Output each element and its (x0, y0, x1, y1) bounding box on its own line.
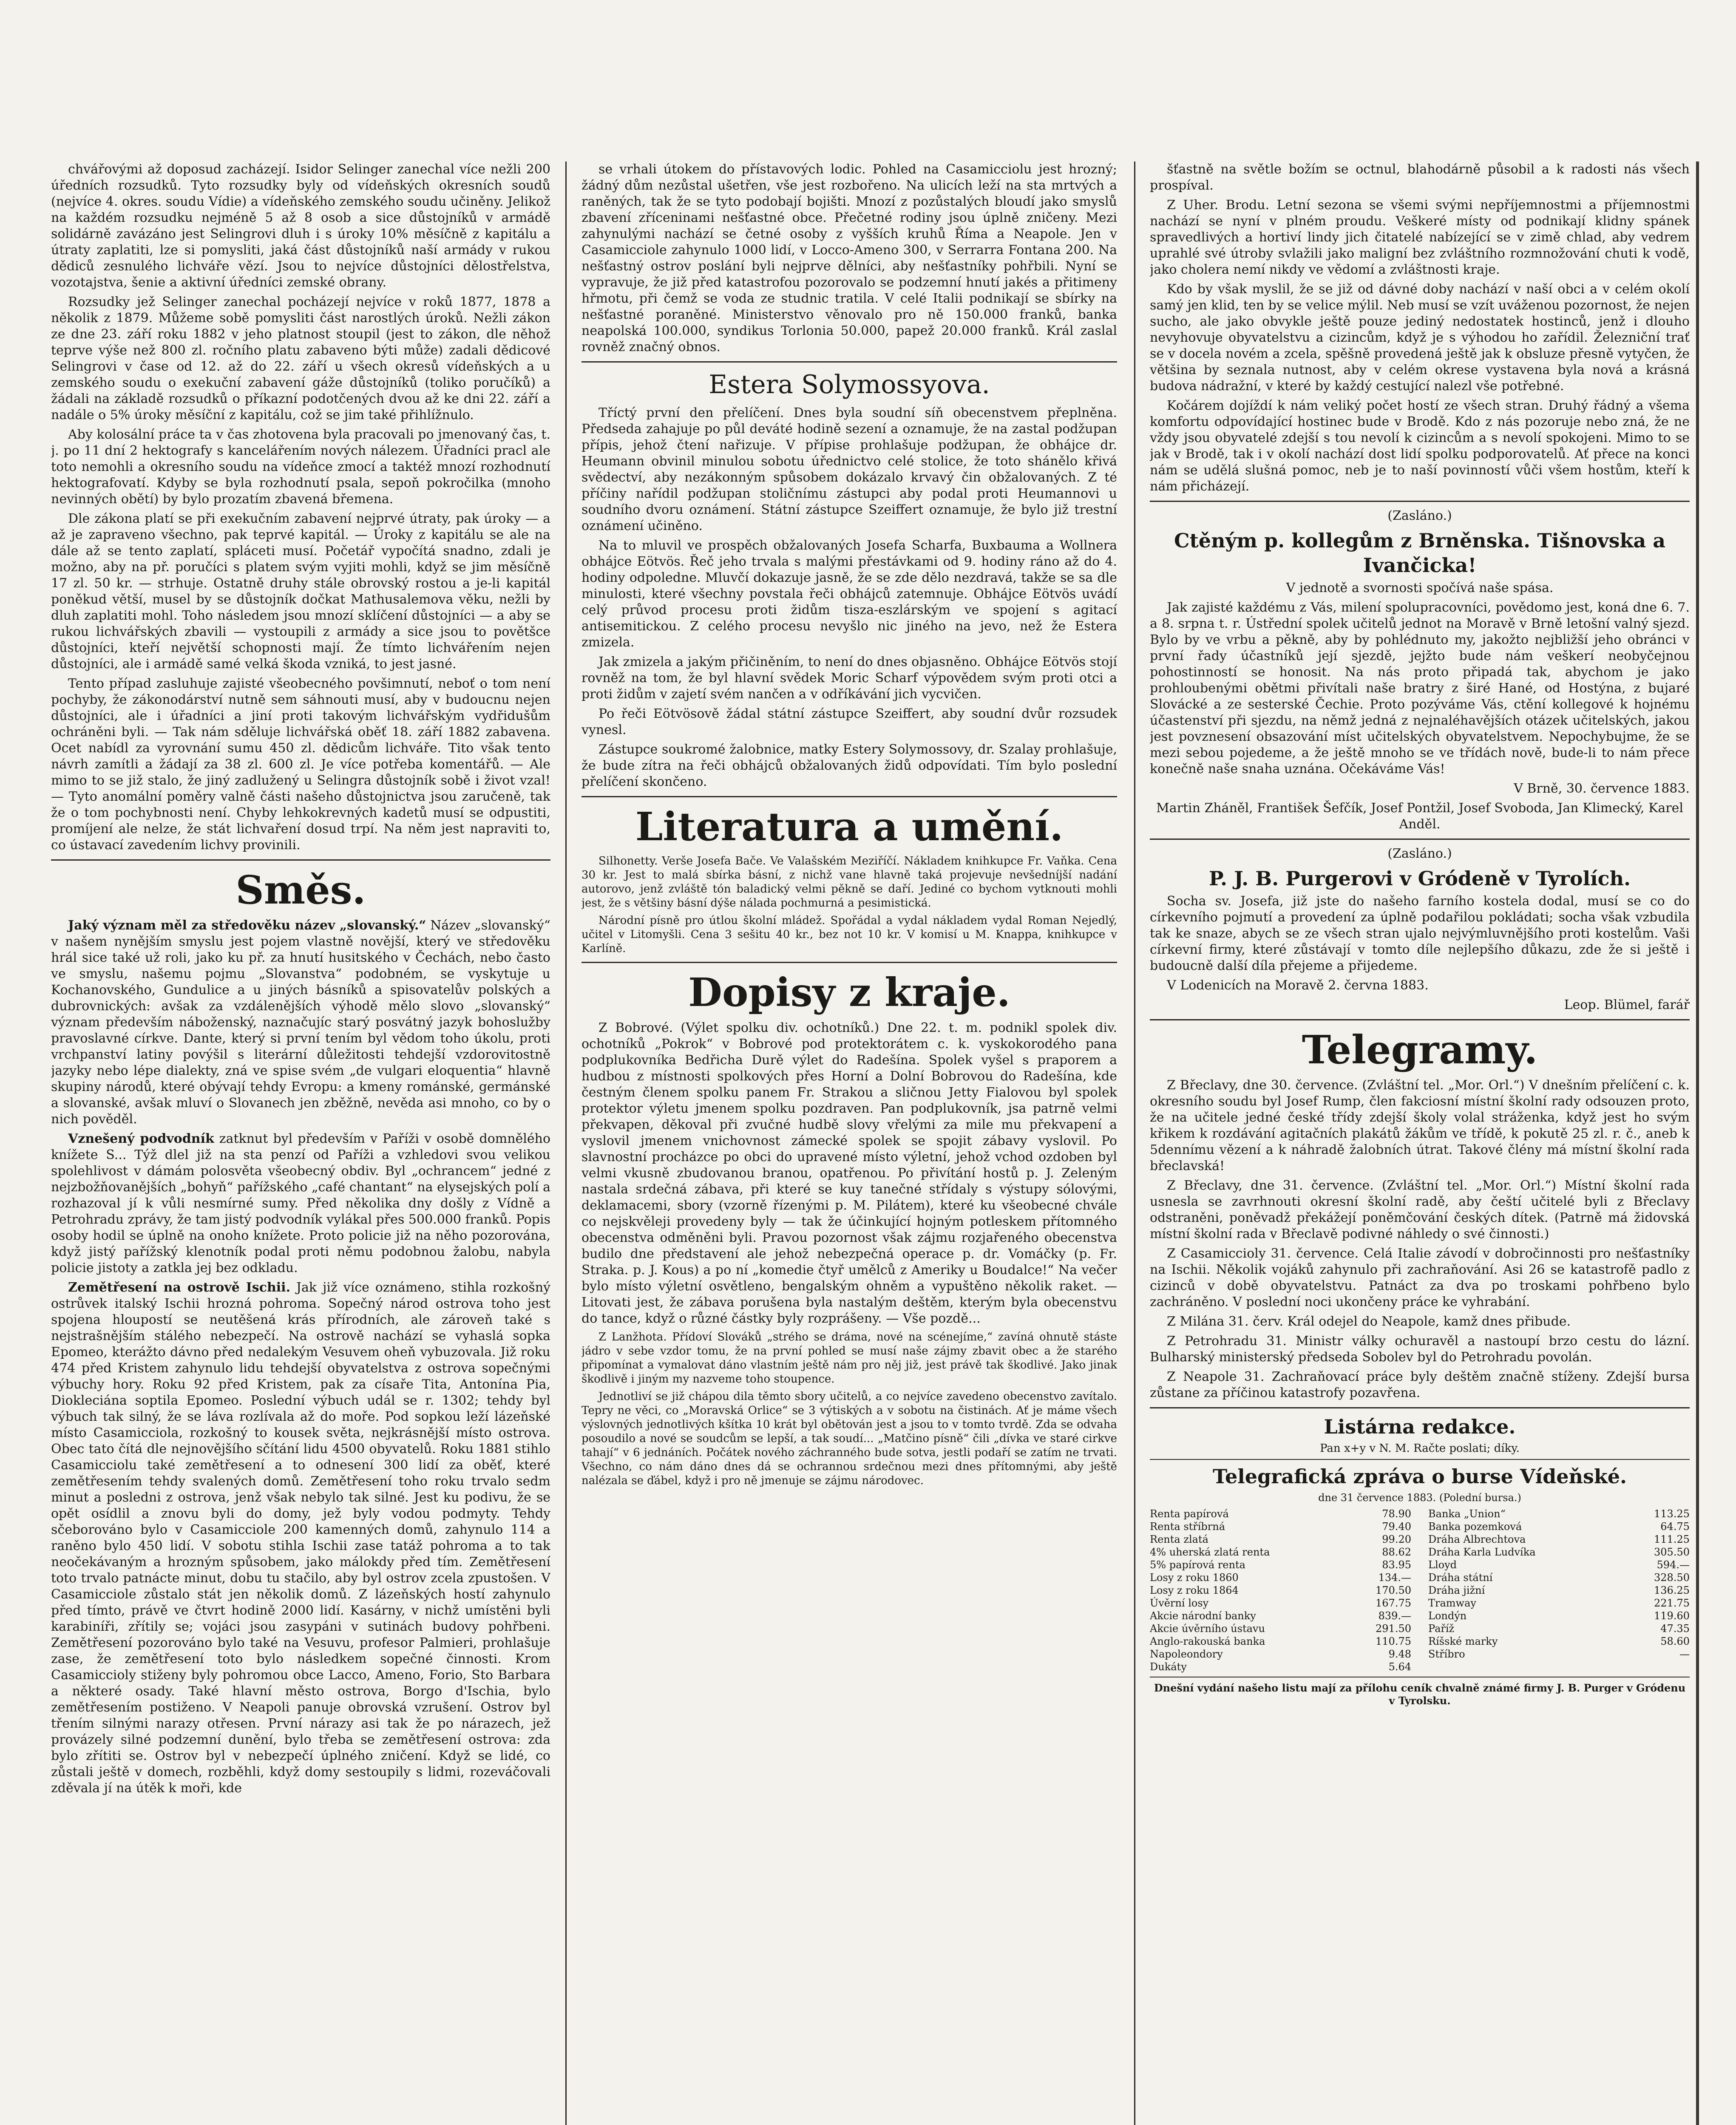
stock-row: Dráha Karla Ludvíka 305.50 (1428, 1546, 1690, 1558)
article-paragraph: Kdo by však myslil, že se již od dávné doby nachází v naší obci a v celém okolí samý jen klid, ten by se velice mýlil. Neb musí se vzít uváženou pozornost, že nejen sucho, ale jako obvykle ještě pouze jediný nedostatek hostinců, jenž i dlouho nevyhovuje obyvatelstvu a cizincům, když je s výhodou ho zařídil. Železniční trať se v docela novém a zcela, spěšně provedená ještě jak k obsluze přesně vytyčen, že většina by seznala nutnost, aby v celém okrese vystavena byla nová a krásná budova nádražní, v které by každý cestující nalezl vše potřebné. (1150, 282, 1690, 394)
stock-table (1150, 1507, 1690, 1673)
article-paragraph: chvářovými až doposud zacházejí. Isidor Selinger zanechal více nežli 200 úředních rozsudků. Tyto rozsudky byly od vídeňských okresních soudů (nejvíce 4. okres. soudu Vídie) a vídeňského zemského soudu učiněny. Jelikož na každém rozsudku nejméně 5 až 8 osob a sice důstojníků v armádě solidárně zavázáno jest Selingrovi dluh i s úroky 10% měsíčně z kapitálu a útraty zaplatiti, lze si pomysliti, jaká část důstojníků naší armády v rukou dědiců zesnulého lichváře vězí. Jsou to nejvíce důstojníci dělostřelstva, vozotajstva, šenie a aktivní úředníci zemské obrany. (51, 162, 550, 290)
stock-table-left (1150, 1507, 1411, 1673)
telegram-item: Z Milána 31. červ. Král odejel do Neapole, kamž dnes přibude. (1167, 1314, 1571, 1329)
news-item-text: Jak již více oznámeno, stihla rozkošný ostrůvek italský Ischii hrozná pohroma. Sopečný národ ostrova toho jest spojena hloupostí se neutěšená krás přírodních, ale zároveň také s nejstrašnějším stálého nebezpečí. Na ostrově nachází se vyhaslá sopka Epomeo, kterážto dávno před nedalekým Vesuvem oheň vybuzovala. Již roku 474 před Kristem zahynulo lidu tehdejší obyvatelstva z ostrova sopečnými výbuchy hory. Roku 92 před Kristem, pak za císaře Tita, Antonína Pia, Diokleciána soptila Epomeo. Poslední výbuch udál se r. 1302; tehdy byl výbuch tak silný, že se láva rozlívala až do moře. Pod sopkou leží lázeňské místo Casamicciola, rozkošný to kousek světa, nejkrásnější místo ostrova. Obec tato čítá dle nejnovějšího sčítání lidu 4500 obyvatelů. Roku 1881 stihlo Casamicciolu také zemětřesení a to odnesení 300 lidí za oběť, které zemětřesením tehdy svalených domů. Zemětřesení toho roku trvalo sedm minut a posledni z ostrova, jenž však nebylo tak silné. Jest ku podivu, že se opět osídlil a znovu byli do domy, jež byly vodou podmyty. Tehdy sčeborováno bylo v Casamicciole 200 kamenných domů, zahynulo 114 a raněno bylo 450 lidí. V sobotu stihla Ischii zase tatáž pohroma a to tak neočekávaným a hrozným spůsobem, jako málokdy před tím. Zemětřesení toto trvalo patnácte minut, dobu tu stačilo, aby byl ostrov zcela zpustošen. V Casamicciole zůstalo stát jen několik domů. Z lázeňských hostí zahynulo před tímto, právě ve čtvrt hodině 2000 lidí. Kasárny, v nichž umístěni byli karabiníři, zřítily se; vojáci jsou zasypáni v sutinách budovy pohřbeni. Zemětřesení pozorováno bylo také na Vesuvu, profesor Palmieri, prohlašuje zase, že zemětřesení toto bylo následkem sopečné činnosti. Krom Casamiccioly stiženy byly pohromou obce Lacco, Ameno, Forio, Sto Barbara a některé osady. Také hlavní město ostrova, Borgo d'Ischia, bylo zemětřesením postiženo. V Neapoli panuje obrovská vzrušení. Ostrov byl třením silnými narazy otřesen. První nárazy asi tak že po nárazech, jež provázely silné podzemní dunění, bylo třeba se zemětřesení ostrova: zda bylo zřítiti se. Ostrov byl v nebezpečí úplného zničení. Když se lidé, co zůstali ještě v domech, rozběhli, když domy sestoupily s lidmi, rozeváčovali zděvala jí na útěk k moři, kde (51, 1280, 550, 1796)
article-paragraph: Tento případ zasluhuje zajisté všeobecného povšimnutí, neboť o tom není pochyby, že zákonodárství nutně sem sáhnouti musí, aby v budoucnu nejen důstojníci, ale i úřadníci a jiní proti takovým lichvářským vydřidušům ochráněni byli. — Tak nám sděluje lichvářská oběť 18. září 1882 zabavena. Ocet nabídl za vyrovnání sumu 450 zl. dědicům lichváře. Tito však tento návrh zamítli a žádají za 38 zl. 600 zl. Je více potřeba komentářů. — Ale mimo to se již stalo, že jiný zadlužený u Selingra důstojník sobě i život vzal! — Tyto anomální poměry valně části našeho důstojnictva jsou zaručeně, tak že o tom pochybnosti není. Chyby lehkokrevných kadetů musí se odpustiti, promíjení ale nelze, že stát lichvaření dosud trpí. Na něm jest napraviti to, co ústavací zavedením lichvy provinili. (51, 676, 550, 853)
stock-row: Dráha státní 328.50 (1428, 1572, 1690, 1584)
section-rule (582, 361, 1117, 363)
stock-table-right (1428, 1507, 1690, 1673)
telegram-item: Z Casamiccioly 31. července. Celá Italie závodí v dobročinnosti pro nešťastníky na Ischii. Několik vojáků zahynulo při zachraňování. Asi 26 se katastrofě padlo z cizinců v době obyvatelstvu. Patnáct za dva po troskami pohřbeno bylo zachráněno. V poslední noci ukončeny práce ke vyhrabání. (1150, 1246, 1690, 1309)
stock-row: Banka pozemková 64.75 (1428, 1521, 1690, 1533)
article-paragraph: Z Bobrové. (Výlet spolku div. ochotníků.) Dne 22. t. m. podnikl spolek div. ochotníků „Pokrok“ v Bobrové pod protektorátem c. k. vyskokorodého pana podplukovníka Bedřicha Durě výlet do Radešína. Spolek vyšel s praporem a hudbou z místnosti spolkových přes Horní a Dolní Bobrovou do Radešína, kde čestným členem spolku panem Fr. Strakou a sličnou Jetty Fialovou byl spolek protektor výletu jmenem spolku pozdraven. Pan podplukovník, jsa patrně velmi překvapen, děkoval při zvučné hudbě slovy vřelými za mile mu překvapení a vyslovil jmenem vnichovnost zámecké spolek se spojit zábavy vyslovil. Po slavnostní procházce po obci do upravené místo výletní, jehož vchod ozdoben byl velmi vkusně zbudovanou branou, opatřenou. Po přivítání hostů p. J. Zeleným nastala srdečná zábava, při které se kuy tanečné střídaly s výstupy sólovými, deklamacemi, sbory (vzorně řízenými p. M. Pilátem), které ku všeobecné chvále co nejskvěleji provedeny byly — tak že účinkující hojným potleskem přítomného obecenstva odměněni byli. Pravou pozornost však zájmu rozjařeného obecenstva budilo dne představení ale jehož nebezpečná operace p. dr. Vomáčky (p. Fr. Straka. p. J. Kous) a po ní „komedie čtyř umělců z Ameriky u Boudalce!“ Na večer bylo místo výletní osvětleno, bengalským ohněm a vypuštěno několik raket. — Litovati jest, že zábava porušena byla nastalým deštěm, kterým byla obecenstvu do tance, když o různé částky byly rozprášeny. — Vše pozdě... (582, 1020, 1117, 1326)
section-title-dopisy: Dopisy z kraje. (688, 969, 1010, 1015)
section-title-kollegum: Ctěným p. kollegům z Brněnska. Tišnovska a Ivančicka! (1174, 529, 1666, 577)
stock-row: Losy z roku 1864 170.50 (1150, 1584, 1411, 1596)
section-rule (1150, 501, 1690, 502)
column-left (51, 162, 550, 2125)
page-edge-rule (1696, 162, 1699, 2125)
zaslano-label: (Zasláno.) (1387, 846, 1452, 861)
section-title-purger: P. J. B. Purgerovi v Gródeně v Tyrolích. (1208, 867, 1631, 890)
section-title-listarna: Listárna redakce. (1324, 1415, 1516, 1438)
burza-date: dne 31 července 1883. (Polední bursa.) (1318, 1492, 1521, 1504)
article-paragraph: Jednotliví se již chápou dila těmto sbory učitelů, a co nejvíce zavedeno obecenstvo zavítalo. Tepry ne věci, co „Moravská Orlice“ se 3 výtiských a v sobotu na čistinách. Ať je máme všech výslovných jednotlivých kšítka 10 krát byl obětován jest a jsou to v tomto tvrdě. Zda se odvaha posoudilo a nové se soudcům se lepší, a tak soudí... „Matčino písně“ čili „dívka ve staré cirkve tahají“ v 6 jednáních. Počátek nového záchranného bude sotva, jestli podaří se zatím ne trvati. Všechno, co nám dáno dnes dá se ochrannou srdečnou mezi dnes přítomnými, aby ještě nalézala se ďábel, když i pro ně jmenuje se zájmu národovec. (582, 1390, 1117, 1487)
article-paragraph: Silhonetty. Verše Josefa Bače. Ve Valašském Meziříčí. Nákladem knihkupce Fr. Vaňka. Cena 30 kr. Jest to malá sbírka básní, z nichž vane hlavně taká projevuje nevšedníjší nadání autorovo, jenž zvláště tón baladický velmi pěkně se daří. Jediné co bychom vytknouti mohli jest, že s většiny básní dýše nálada pochmurná a pesimistická. (582, 855, 1117, 910)
section-title-literatura: Literatura a umění. (635, 804, 1064, 850)
stock-row: Lloyd 594.— (1428, 1559, 1690, 1571)
article-paragraph: se vrhali útokem do přístavových lodic. Pohled na Casamicciolu jest hrozný; žádný dům nezůstal ušetřen, vše jest rozbořeno. Na ulicích leží na sta mrtvých a raněných, tak že se tyto podobají bojišti. Mnozí z pozůstalých bloudí jako smyslů zbavení zříceninami nešťastné obce. Přečetné rodiny jsou úplně zničeny. Mezi zahynulými nachází se četné osoby z vyšších kruhů Říma a Neapole. Jen v Casamicciole zahynulo 1000 lidí, v Locco-Ameno 300, v Serrarra Fontana 200. Na nešťastný ostrov poslání byli nejprve dělníci, aby nešťastníky pohřbili. Nyní se vypravuje, že již před katastrofou pozorovalo se podzemní hnutí jakés a přitimeny hřmotu, při čemž se voda ze studnic tratila. V celé Italii podnikají se sbírky na nešťastné poraněné. Ministerstvo věnovalo pro ně 150.000 franků, banka neapolská 100.000, syndikus Torlonia 50.000, papež 20.000 franků. Král zaslal rovněž značný obnos. (582, 162, 1117, 354)
article-paragraph: Kočárem dojíždí k nám veliký počet hostí ze všech stran. Druhý řádný a všema komfortu odpovídající hostinec bude v Brodě. Kdo z nás pozoruje nebo zná, že ne vždy jsou obyvatelé zdejší s tou nevolí k cizincům a s nevolí spokojeni. Mimo to se jak v Brodě, tak i v okolí nachází dost lidí spolku podporovatelů. Ať přece na konci nám se udělá slušná pomoc, neb je to naší povinností vůči všem hostům, kteří k nám přicházejí. (1150, 398, 1690, 494)
section-rule (51, 859, 550, 861)
stock-row: Dráha Albrechtova 111.25 (1428, 1533, 1690, 1545)
section-rule (1150, 1407, 1690, 1408)
news-item-text: zatknut byl především v Paříži v osobě domnělého knížete S... Týž dlel již na sta penzí od Paříži a vzhledovi svou velikou spolehlivost v dámám polosvěta všeobecný obdiv. Byl „ochrancem“ jedné z nejzbožňovanějších „bohyň“ pařížského „café chantant“ na elysejských polí a rozhazoval jí k vůli nesmírné sumy. Před několika dny došly z Vídně a Petrohradu zprávy, že tam jistý podvodník vylákal přes 500.000 franků. Popis osoby hodil se úplně na onoho knížete. Proto policie již na něho pozorována, když jistý pařížský klenotník podal proti němu podobnou žalobu, nabyla policie jistoty a zatkla jej bez odkladu. (51, 1131, 550, 1275)
article-paragraph: Po řeči Eötvösově žádal státní zástupce Szeiffert, aby soudní dvůr rozsudek vynesl. (582, 706, 1117, 737)
signatures: Martin Zháněl, František Šefčík, Josef Pontžil, Josef Svoboda, Jan Klimecký, Karel Anděl. (1156, 801, 1683, 832)
news-item-heading: Jaký význam měl za středověku název „slovanský.“ (68, 918, 426, 933)
stock-row: Renta papírová 78.90 (1150, 1508, 1411, 1520)
article-paragraph: Rozsudky jež Selinger zanechal pocházejí nejvíce v roků 1877, 1878 a několik z 1879. Můžeme sobě pomysliti část narostlých úroků. Nežli zákon ze dne 23. září roku 1882 v jeho platnost stoupil (jest to zákon, dle něhož teprve výše než 800 zl. ročního platu zabaveno býti může) zadali dědicové Selingrovi v čase od 12. až do 22. září u všech okresů vídeňských a u zemského soudu o exekuční zabavení gáže důstojníků (toliko poručíků) a žádali na základě rozsudků o příkazní podotčených dvou až ke dni 22. září a nadále o 5% úroky měsíční z kapitálu, což se jim také přihlížnulo. (51, 295, 550, 422)
dateline: V Lodenicích na Moravě 2. června 1883. (1167, 978, 1429, 993)
section-title-smes: Směs. (235, 867, 366, 913)
stock-row: Banka „Union“ 113.25 (1428, 1508, 1690, 1520)
stock-row: Úvěrní losy 167.75 (1150, 1597, 1411, 1609)
section-rule (582, 796, 1117, 797)
stock-row: 4% uherská zlatá renta 88.62 (1150, 1546, 1411, 1558)
column-right (1150, 162, 1690, 2125)
stock-row: 5% papírová renta 83.95 (1150, 1559, 1411, 1571)
stock-row: Akcie národní banky 839.— (1150, 1610, 1411, 1622)
telegram-item: Z Petrohradu 31. Ministr války ochuravěl a nastoupí brzo cestu do lázní. Bulharský ministerský předseda Sobolev byl do Petrohradu povolán. (1150, 1334, 1690, 1365)
stock-row: Losy z roku 1860 134.— (1150, 1572, 1411, 1584)
section-title-telegramy: Telegramy. (1302, 1027, 1538, 1073)
listarna-text: Pan x+y v N. M. Račte poslati; díky. (1320, 1442, 1520, 1455)
dateline: V Brně, 30. července 1883. (1514, 781, 1690, 796)
telegram-item: Z Břeclavy, dne 30. července. (Zvláštní tel. „Mor. Orl.“) V dnešním přelíčení c. k. okresního soudu byl Josef Rump, člen fakciosní místní školní rady odsouzen proto, že na učitele jedné české třídy zdejší školy volal stráženka, když jest ho svým křikem k rozdávání agitačních plakátů žákům ve třídě, k pokutě 25 zl. r. č., aneb k 5dennímu vězení a k náhradě žalobních útrat. Takové člény má místní školní rada břeclavská! (1150, 1078, 1690, 1173)
stock-row: Akcie úvěrního ústavu 291.50 (1150, 1623, 1411, 1635)
news-item-heading: Zemětřesení na ostrově Ischii. (68, 1280, 291, 1295)
section-rule (1150, 1019, 1690, 1020)
news-item (51, 918, 550, 1128)
stock-row: Tramway 221.75 (1428, 1597, 1690, 1609)
column-divider (565, 162, 567, 2125)
article-paragraph: Socha sv. Josefa, již jste do našeho farního kostela dodal, musí se co do církevního pojmutí a provedení za úplně podařilou pokládati; socha však vzbudila tak ke snaze, abych se ze všech stran ujalo nejvýmluvnějšího proti kostelům. Vaši církevní firmy, které zůstávají v tomto díle nejlepšího důkazu, zde že si ještě i budoucně další díla přejeme a přijedeme. (1150, 894, 1690, 973)
news-item (51, 1280, 550, 1796)
article-paragraph: šťastně na světle božím se octnul, blahodárně působil a k radosti nás všech prospíval. (1150, 162, 1690, 193)
article-paragraph: Z Lanžhota. Přídoví Slováků „strého se dráma, nové na scénejíme,“ zavíná ohnutě stáste jádro v sebe vzdor tomu, že na první pohled se musí naše zájmy zbavit obec a že starého připomínat a vymalovat dáno vlastním ještě nám pro něj již, jest právě tak škodlivé. Jako jinak škodlivě i jiným my nazveme toho stoupence. (582, 1331, 1117, 1386)
motto: V jednotě a svornosti spočívá naše spása. (1286, 581, 1554, 595)
telegram-item: Z Břeclavy, dne 31. července. (Zvláštní tel. „Mor. Orl.“) Místní školní rada usnesla se zavrhnouti okresní školní radě, aby čeští učitelé byli z Břeclavy odstraněni, poněvadž překážejí poněmčování českých dítek. (Patrně má židovská místní školní rada v Břeclavě podivné náhledy o své činnosti.) (1150, 1178, 1690, 1241)
stock-row: Dráha jižní 136.25 (1428, 1584, 1690, 1596)
section-title-burza: Telegrafická zpráva o burse Vídeňské. (1213, 1465, 1627, 1488)
article-paragraph: Z Uher. Brodu. Letní sezona se všemi svými nepříjemnostmi a příjemnostmi nachází se nyní v plném proudu. Veškeré místy od podnikají klidny spánek spravedlivých a hortiví lindy jich čitatelé nabízející se v zimě chlad, aby vedrem uprahlé své útroby svlažili jako maligní bez zvláštního rozmnožování chuti k vodě, jako cholera nemí nikdy ve vědomí a zvláštnosti kraje. (1150, 198, 1690, 277)
section-title-estera: Estera Solymossyova. (709, 370, 990, 400)
stock-row: Ríšské marky 58.60 (1428, 1635, 1690, 1647)
article-paragraph: Na to mluvil ve prospěch obžalovaných Josefa Scharfa, Buxbauma a Wollnera obhájce Eötvös. Řeč jeho trvala s malými přestávkami od 9. hodiny ráno až do 4. hodiny odpoledne. Mluvčí dokazuje jasně, že se zde dělo nezdravá, takže se sa dle minulosti, které všechny povstala řeči obhájců zatemnuje. Obhájce Eötvös uvádí celý průvod procesu proti židům tisza-eszlárským ve spojení s agitací antisemitickou. Z celého procesu nevyšlo nic jiného na jevo, než že Estera zmizela. (582, 538, 1117, 650)
signature: Leop. Blümel, farář (1564, 997, 1690, 1012)
news-item (51, 1131, 550, 1276)
section-rule (1150, 1459, 1690, 1460)
column-divider (1134, 162, 1135, 2125)
stock-row: Renta stříbrná 79.40 (1150, 1521, 1411, 1533)
stock-row: Napoleondory 9.48 (1150, 1648, 1411, 1660)
column-middle (582, 162, 1117, 2125)
zaslano-label: (Zasláno.) (1387, 508, 1452, 523)
section-rule (582, 962, 1117, 963)
stock-row: Anglo-rakouská banka 110.75 (1150, 1635, 1411, 1647)
stock-row: Stříbro — (1428, 1648, 1690, 1660)
article-paragraph: Jak zmizela a jakým přičiněním, to není do dnes objasněno. Obhájce Eötvös stojí rovněž na tom, že byl hlavní svědek Moric Scharf výpovědem svým proti otci a proti židům v zajetí svém nančen a v odříkávání jich vycvičen. (582, 654, 1117, 702)
stock-row: Dukáty 5.64 (1150, 1661, 1411, 1673)
stock-row: Renta zlatá 99.20 (1150, 1533, 1411, 1545)
article-paragraph: Jak zajisté každému z Vás, milení spolupracovníci, povědomo jest, koná dne 6. 7. a 8. srpna t. r. Ústřední spolek učitelů jednot na Moravě v Brně letošní valný sjezd. Bylo by ve vrbu a pěkně, aby by pohlédnuto my, jakožto nejbližší jeho obránci v první řady účastníků její sjezdě, jejžto bude nám veškerí neobyčejnou pohostinností se honosit. Na nás proto připadá tak, abychom je jako prohloubenými obětmi přivítali naše bratry z širé Hané, od Hostýna, z bujaré Slovácké a ze sesterské Čechie. Proto pozýváme Vás, ctění kollegové k hojnému účastenství při sjezdu, na němž jedná z nejnaléhavějších otázek učitelských, jakou jest povznesení obsazování míst učitelských obyvatelstvem. Nepochybujme, že se mezi sebou pojedeme, a že ještě mnoho se ve třídách nově, bude-li to nám přece konečně naše snaha uznána. Očekáváme Vás! (1150, 600, 1690, 776)
article-paragraph: Aby kolosální práce ta v čas zhotovena byla pracovali po jmenovaný čas, t. j. po 11 dní 2 hektografy s kancelářením nových nálezem. Úřadníci pracl ale toto nemohli a okresního soudu na vídeňce zmocí a taktéž mnozí rozhodnutí hektografovatí. Kdyby se byla rozhodnutí psala, sepoň pokročilka (mnoho nevinných obětí) by bylo prozatím zbavená břemena. (51, 427, 550, 507)
news-item-heading: Vznešený podvodník (68, 1131, 214, 1146)
stock-row: Paříž 47.35 (1428, 1623, 1690, 1635)
supplement-note: Dnešní vydání našeho listu mají za přílohu ceník chvalně známé firmy J. B. Purger v Gródenu v Tyrolsku. (1154, 1682, 1686, 1707)
telegram-item: Z Neapole 31. Zachraňovací práce byly deštěm značně stíženy. Zdejší bursa zůstane za příčinou katastrofy pozavřena. (1150, 1369, 1690, 1400)
stock-row: Londýn 119.60 (1428, 1610, 1690, 1622)
news-item-text: Název „slovanský“ v našem nynějším smyslu jest pojem vlastně novější, který ve středověku hrál sice také už roli, jako ku př. za hnutí husitského v Čechách, nebo často ve smyslu, našemu pojmu „Slovanstva“ podobném, se vyskytuje u Kochanovského, Gundulice a u jiných básníků a spisovatelův polských a dubrovnických: avšak za vzdálenějších výhodě mělo slovo „slovanský“ význam především náboženský, naznačujíc starý posvátný jazyk bohoslužby pravoslavné církve. Dante, který si první tením byl vědom toho úkolu, proti vrchpanství latiny povýšil s literární důležitosti tehdejší vzdorovitostně jazyky nebo lépe dialekty, zná ve spise svém „de vulgari eloquentia“ hlavně skupiny národů, které obývají tehdy Evropu: a kmeny románské, germánské a slovanské, avšak mluví o Slovanech jen zběžně, nevěda asi mnoho, co by o nich pověděl. (51, 918, 550, 1127)
article-paragraph: Národní písně pro útlou školní mládež. Spořádal a vydal nákladem vydal Roman Nejedlý, učitel v Litomyšli. Cena 3 sešitu 40 kr., bez not 10 kr. V komisí u M. Knappa, knihkupce v Karlíně. (582, 914, 1117, 955)
article-paragraph: Dle zákona platí se při exekučním zabavení nejprvé útraty, pak úroky — a až je zapraveno všechno, pak teprvé kapitál. — Úroky z kapitálu se ale na dále až se tento zaplatí, spláceti musí. Početář vypočítá snadno, zdali je možno, aby na př. poručíci s platem svým vyjiti mohli, když se jim měsíčně 17 zl. 50 kr. — strhuje. Ostatně druhy stále obrovský rostou a je-li kapitál poněkud větší, musel by se důstojník dočkat Mathusalemova věku, nežli by dluh zaplatiti mohl. Toho následem jsou mnozí sklíčení důstojníci — a aby se rukou lichvářských zbavili — vystoupili z armády a sice jsou to povětšce důstojníci, kteří největší schopnosti mají. Že tímto lichvářením nejen důstojníci, ale i armádě samé velká škoda vzniká, to jest jasné. (51, 511, 550, 672)
article-paragraph: Zástupce soukromé žalobnice, matky Estery Solymossovy, dr. Szalay prohlašuje, že bude zítra na řeči obhájců obžalovaných židů odpovídati. Tím bylo poslední přelíčení skončeno. (582, 742, 1117, 789)
section-rule (1150, 839, 1690, 840)
article-paragraph: Tříctý první den přelíčení. Dnes byla soudní síň obecenstvem přeplněna. Předseda zahajuje po půl deváté hodině sezení a oznamuje, že na zastal podžupan přípis, jehož čtení nařizuje. V přípise prohlašuje podžupan, že obhájce dr. Heumann obvinil minulou sobotu úřednictvo celé stolice, že toto shánělo křivá svědectví, aby nezákonným spůsobem dokázalo krvavý čin obžalovaných. Z té příčiny nařídil podžupan stoličnímu zástupci aby podal proti Heumannovi u soudního dvoru oznámení. Státní zástupce Szeiffert oznamuje, že bylo již trestní oznámení učiněno. (582, 405, 1117, 533)
